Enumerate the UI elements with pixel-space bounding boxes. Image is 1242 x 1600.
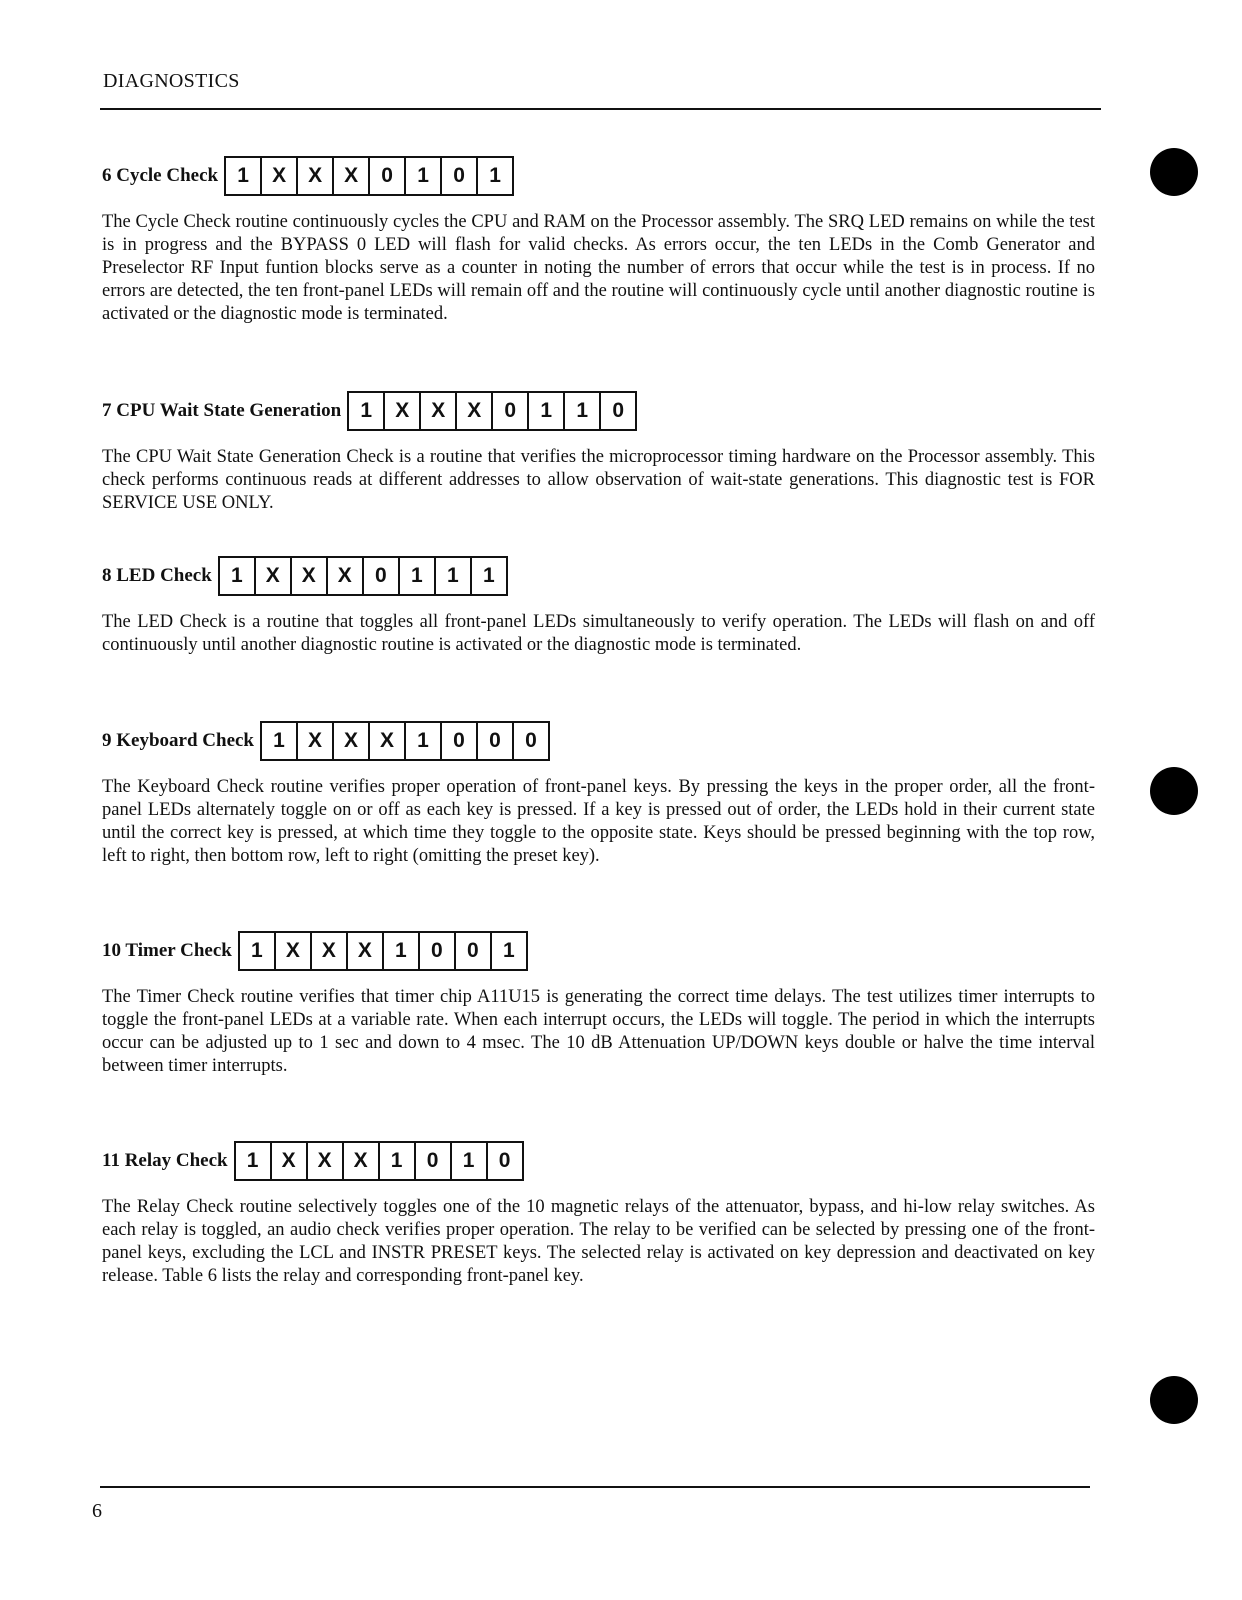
bit-cell: 1	[470, 558, 506, 594]
bit-cell: X	[254, 558, 290, 594]
section-keyboard-check	[102, 720, 1095, 868]
bit-cell: X	[296, 723, 332, 759]
section-heading	[102, 155, 1095, 197]
bit-cell: 1	[490, 933, 526, 969]
bit-cell: X	[290, 558, 326, 594]
bit-cell: X	[326, 558, 362, 594]
bit-cell: X	[383, 393, 419, 429]
section-title: 11 Relay Check	[102, 1150, 228, 1171]
bit-cell: 0	[454, 933, 490, 969]
section-body: The Cycle Check routine continuously cycles the CPU and RAM on the Processor assembly. The SRQ LED remains on while the test is in progress and the BYPASS 0 LED will flash for valid checks. As errors occur, the ten LEDs in the Comb Generator and Preselector RF Input funtion blocks serve as a counter in noting the number of errors that occur while the test is in process. If no errors are detected, the ten front-panel LEDs will remain off and the routine will continuously cycle until another diagnostic routine is activated or the diagnostic mode is terminated.	[102, 212, 1095, 324]
section-title: 10 Timer Check	[102, 940, 232, 961]
bit-cell: X	[270, 1143, 306, 1179]
bit-code-box	[347, 391, 637, 431]
bit-cell: X	[260, 158, 296, 194]
bit-cell: X	[306, 1143, 342, 1179]
bit-cell: 0	[476, 723, 512, 759]
section-body: The LED Check is a routine that toggles all front-panel LEDs simultaneously to verify operation. The LEDs will flash on and off continuously until another diagnostic routine is activated or the diagnostic mode is terminated.	[102, 612, 1095, 655]
section-timer-check	[102, 930, 1095, 1078]
section-title: 8 LED Check	[102, 565, 212, 586]
bit-cell: X	[296, 158, 332, 194]
section-body: The Timer Check routine verifies that timer chip A11U15 is generating the correct time delays. The test utilizes timer interrupts to toggle the front-panel LEDs at a variable rate. When each interrupt occurs, the LEDs will toggle. The period in which the interrupts occur can be adjusted up to 1 sec and down to 4 msec. The 10 dB Attenuation UP/DOWN keys double or halve the time interval between timer interrupts.	[102, 987, 1095, 1076]
bit-cell: 0	[440, 158, 476, 194]
bit-cell: 0	[491, 393, 527, 429]
section-heading	[102, 720, 1095, 762]
bit-cell: X	[310, 933, 346, 969]
bit-cell: X	[332, 723, 368, 759]
section-title: 6 Cycle Check	[102, 165, 219, 186]
bit-cell: 1	[378, 1143, 414, 1179]
section-relay-check	[102, 1140, 1095, 1288]
bit-cell: 0	[512, 723, 548, 759]
bit-code-box	[234, 1141, 524, 1181]
bit-cell: 1	[398, 558, 434, 594]
bit-cell: 1	[251, 939, 263, 962]
bit-code-box	[218, 556, 508, 596]
section-body: The Keyboard Check routine verifies proper operation of front-panel keys. By pressing the keys in the proper order, all the front-panel LEDs alternately toggle on or off as each key is pressed. If a key is pressed out of order, the LEDs hold in their current state until the correct key is pressed, at which time they toggle to the opposite state. Keys should be pressed beginning with the top row, left to right, then bottom row, left to right (omitting the preset key).	[102, 777, 1095, 866]
bit-cell: 0	[362, 558, 398, 594]
page-number: 6	[92, 1500, 102, 1522]
bit-cell: 0	[599, 393, 635, 429]
section-heading	[102, 1140, 1095, 1182]
bit-cell: 1	[360, 399, 373, 422]
bit-cell: 1	[273, 729, 285, 752]
bit-cell: X	[368, 723, 404, 759]
bit-cell: 1	[434, 558, 470, 594]
running-head: DIAGNOSTICS	[103, 70, 240, 92]
bit-cell: 1	[230, 564, 243, 587]
bit-cell: 0	[486, 1143, 522, 1179]
section-heading	[102, 390, 1095, 432]
binder-hole	[1150, 1376, 1198, 1424]
header-rule	[100, 108, 1101, 110]
bit-cell: 1	[404, 158, 440, 194]
section-heading	[102, 930, 1095, 972]
section-heading	[102, 555, 1095, 597]
bit-cell: 0	[368, 158, 404, 194]
bit-cell: X	[274, 933, 310, 969]
bit-code-box	[260, 721, 550, 761]
section-led-check	[102, 555, 1095, 657]
bit-cell: 0	[440, 723, 476, 759]
footer-rule	[100, 1486, 1090, 1488]
bit-cell: 1	[450, 1143, 486, 1179]
binder-hole	[1150, 148, 1198, 196]
bit-cell: 1	[382, 933, 418, 969]
bit-cell: 1	[246, 1149, 259, 1172]
bit-cell: 1	[237, 164, 249, 187]
bit-cell: 1	[404, 723, 440, 759]
bit-cell: X	[332, 158, 368, 194]
section-cycle-check	[102, 155, 1095, 326]
section-body: The CPU Wait State Generation Check is a routine that verifies the microprocessor timing hardware on the Processor assembly. This check performs continuous reads at different addresses to allow observation of wait-state generations. This diagnostic test is FOR SERVICE USE ONLY.	[102, 447, 1095, 513]
bit-cell: 0	[418, 933, 454, 969]
bit-cell: 1	[476, 158, 512, 194]
section-title: 9 Keyboard Check	[102, 730, 254, 751]
bit-cell: 1	[563, 393, 599, 429]
bit-cell: X	[455, 393, 491, 429]
section-cpu-wait-state	[102, 390, 1095, 515]
bit-code-box	[238, 931, 528, 971]
bit-cell: X	[419, 393, 455, 429]
section-title: 7 CPU Wait State Generation	[102, 400, 342, 421]
bit-code-box	[224, 156, 514, 196]
bit-cell: X	[346, 933, 382, 969]
binder-hole	[1150, 767, 1198, 815]
bit-cell: X	[342, 1143, 378, 1179]
bit-cell: 1	[527, 393, 563, 429]
bit-cell: 0	[414, 1143, 450, 1179]
section-body: The Relay Check routine selectively toggles one of the 10 magnetic relays of the attenuator, bypass, and hi-low relay switches. As each relay is toggled, an audio check verifies proper operation. The relay to be verified can be selected by pressing one of the front-panel keys, excluding the LCL and INSTR PRESET keys. The selected relay is activated on key depression and deactivated on key release. Table 6 lists the relay and corresponding front-panel key.	[102, 1197, 1095, 1286]
